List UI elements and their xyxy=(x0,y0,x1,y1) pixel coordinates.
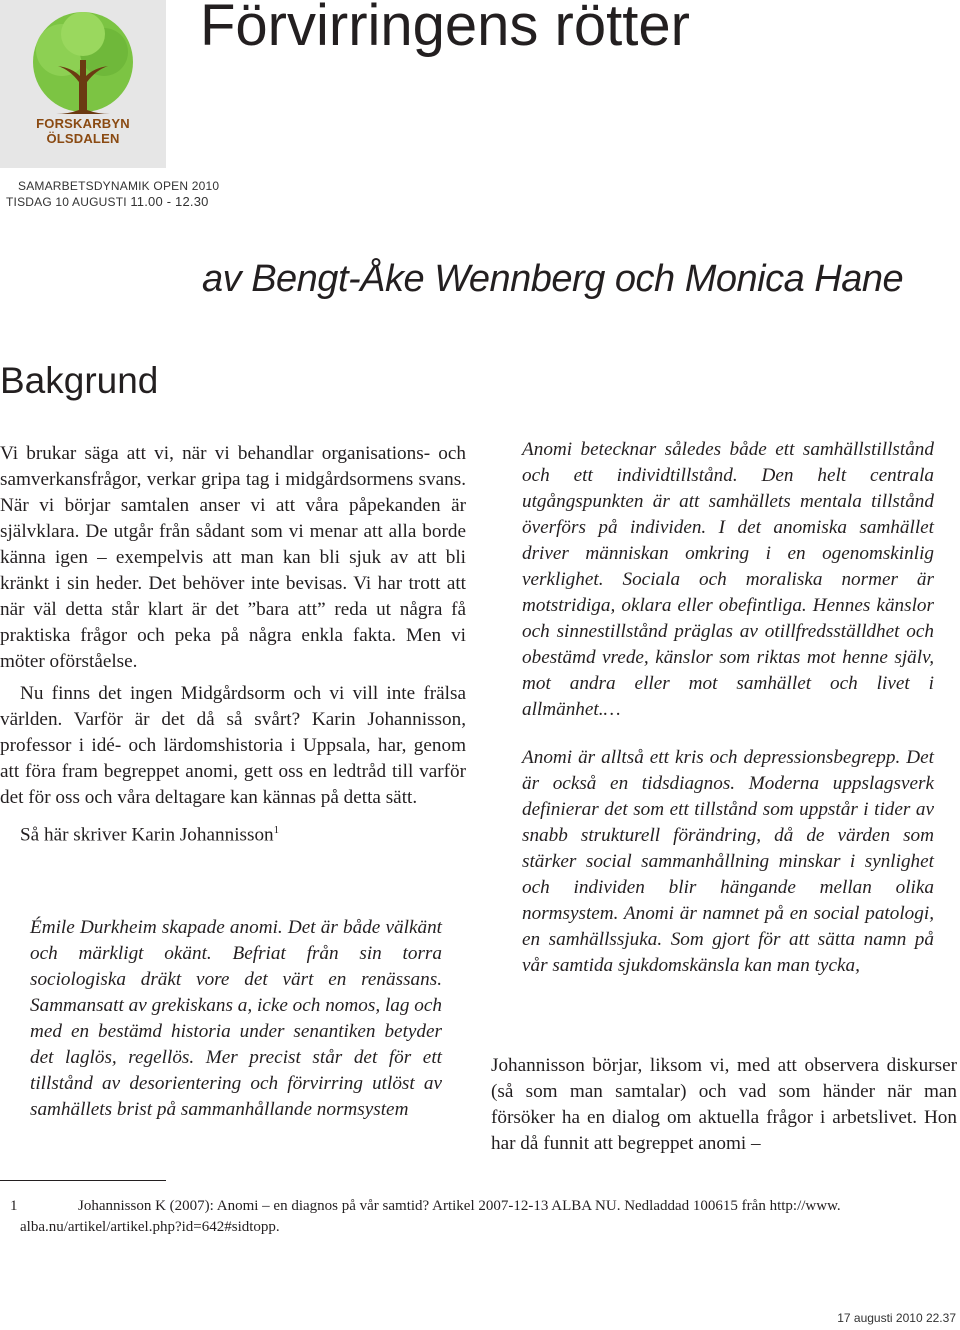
event-name: SAMARBETSDYNAMIK OPEN 2010 xyxy=(18,179,220,193)
footnote-divider xyxy=(0,1180,166,1181)
page-timestamp: 17 augusti 2010 22.37 xyxy=(837,1311,956,1325)
document-title: Förvirringens rötter xyxy=(200,0,690,58)
anomi-quote-2: Anomi är alltså ett kris och depressionsbegrepp. Det är också en tidsdiagnos. Moderna uppslagsverk definierar det som ett tillstånd som uppstår i tider av snabb strukturell förändring, då de värden som stärker social sammanhållning minskar i synlighet och individen blir hängande mellan olika normsystem. Anomi är namnet på en social patologi, en samhällssjuka. Som gjort för att sätta namn på vår samtida sjukdomskänsla kan man tycka, xyxy=(522,747,934,976)
event-line-2 xyxy=(6,194,209,209)
logo-text: FORSKARBYN ÖLSDALEN xyxy=(36,116,130,146)
logo xyxy=(0,0,166,168)
authors: av Bengt-Åke Wennberg och Monica Hane xyxy=(202,258,904,300)
closing-paragraph xyxy=(491,1053,957,1157)
right-column xyxy=(522,437,934,979)
durkheim-quote: Émile Durkheim skapade anomi. Det är både välkänt och märkligt okänt. Befriat från sin torra sociologiska dräkt vore det värt en renässans. Sammansatt av grekiskans a, icke och nomos, lag och med en bestämd historia under senantiken betyder det laglös, regellös. Mer precist står det för ett tillstånd av desorientering och förvirring utlöst av samhällets brist på sammanhållande normsystem xyxy=(30,917,442,1120)
footnote-number: 1 xyxy=(10,1198,18,1214)
paragraph-1: Vi brukar säga att vi, när vi behandlar organisations- och samverkansfrågor, verkar gripa tag i midgårdsormens svans. När vi börjar samtalen anser vi att våra påpekanden är självklara. De utgår från sådant som vi menar att alla borde känna igen – exempelvis att man kan bli sjuk av att bli kränkt i sin heder. Det behöver inte bevisas. Vi har trott att när väl detta står klart är det ”bara att” reda ut några få praktiska frågor och peka på några enkla fakta. Men vi möter oförståelse. xyxy=(0,443,466,672)
closing-paragraph-text: Johannisson börjar, liksom vi, med att observera diskurser (så som man samtalar) och vad som händer när man försöker ha en dialog om aktuella frågor i arbetslivet. Hon har då funnit att begreppet anomi – xyxy=(491,1055,957,1154)
footnote-text-cont: alba.nu/artikel/artikel.php?id=642#sidtopp. xyxy=(20,1219,280,1235)
left-column xyxy=(0,441,466,848)
paragraph-3-text: Så här skriver Karin Johannisson xyxy=(20,824,274,846)
event-line-1 xyxy=(18,179,219,193)
footnote-text: Johannisson K (2007): Anomi – en diagnos på vår samtid? Artikel 2007-12-13 ALBA NU. Nedladdad 100615 från http://www. xyxy=(78,1198,841,1214)
footnote-ref: 1 xyxy=(273,824,280,836)
anomi-quote-1: Anomi betecknar således både ett samhällstillstånd och ett individtillstånd. Den helt centrala utgångspunkten är att samhällets mentala tillstånd överförs på individen. I det anomiska samhället driver människan omkring i en ogenomskinlig verklighet. Sociala och moraliska normer är motstridiga, oklara eller obefintliga. Hennes känslor och sinnestillstånd präglas av otillfredsställdhet och obestämd vrede, känslor som riktas mot henne själv, mot andra eller mot samhället och livet i allmänhet.… xyxy=(522,439,934,720)
section-heading: Bakgrund xyxy=(0,360,159,401)
footnote xyxy=(10,1196,958,1238)
paragraph-2: Nu finns det ingen Midgårdsorm och vi vill inte frälsa världen. Varför är det då så svårt? Karin Johannisson, professor i idé- och lärdomshistoria i Uppsala, har, genom att föra fram begreppet anomi, gett oss en ledtråd till varför det för oss och våra deltagare kan kännas på detta sätt. xyxy=(0,683,466,808)
event-day: TISDAG 10 AUGUSTI xyxy=(6,195,127,209)
event-time: 11.00 - 12.30 xyxy=(130,194,209,209)
paragraph-3 xyxy=(0,817,466,848)
